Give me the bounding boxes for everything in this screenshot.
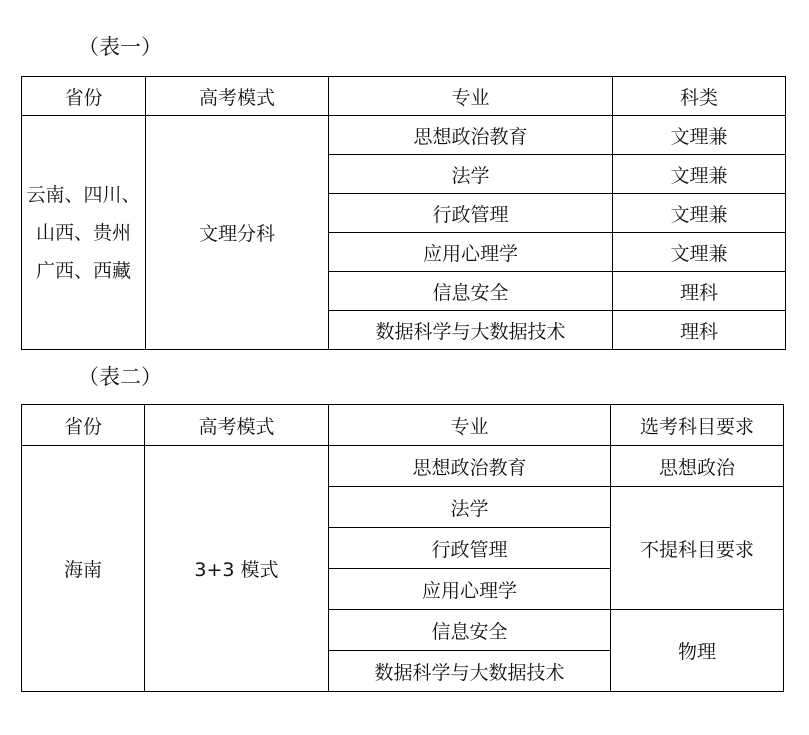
major-cell: 应用心理学 [329, 569, 611, 610]
major-cell: 思想政治教育 [329, 116, 613, 155]
table2 [21, 404, 784, 692]
table1-province-cell [22, 116, 146, 350]
table2-header-mode: 高考模式 [145, 405, 329, 446]
table1-header-province: 省份 [22, 77, 146, 116]
requirement-cell: 不提科目要求 [611, 487, 784, 610]
table1-header-category: 科类 [613, 77, 786, 116]
category-cell: 文理兼 [613, 233, 786, 272]
table1-header-major: 专业 [329, 77, 613, 116]
table2-mode-cell: 3+3 模式 [145, 446, 329, 692]
major-cell: 法学 [329, 487, 611, 528]
major-cell: 应用心理学 [329, 233, 613, 272]
table2-header-requirement: 选考科目要求 [611, 405, 784, 446]
major-cell: 数据科学与大数据技术 [329, 651, 611, 692]
table-row [22, 116, 786, 155]
table2-header-row [22, 405, 784, 446]
category-cell: 理科 [613, 272, 786, 311]
table1-header-row [22, 77, 786, 116]
major-cell: 信息安全 [329, 272, 613, 311]
table2-caption: （表二） [78, 365, 162, 389]
major-cell: 行政管理 [329, 194, 613, 233]
table1-header-mode: 高考模式 [146, 77, 329, 116]
table1-mode-cell: 文理分科 [146, 116, 329, 350]
major-cell: 思想政治教育 [329, 446, 611, 487]
province-line: 广西、西藏 [35, 259, 131, 282]
table2-province-cell: 海南 [22, 446, 145, 692]
table1 [21, 76, 786, 350]
major-cell: 信息安全 [329, 610, 611, 651]
category-cell: 文理兼 [613, 194, 786, 233]
table1-caption: （表一） [78, 35, 162, 59]
province-line: 云南、四川、 [26, 183, 141, 206]
category-cell: 文理兼 [613, 155, 786, 194]
requirement-cell: 思想政治 [611, 446, 784, 487]
province-line: 山西、贵州 [35, 221, 131, 244]
major-cell: 行政管理 [329, 528, 611, 569]
major-cell: 法学 [329, 155, 613, 194]
table2-header-major: 专业 [329, 405, 611, 446]
category-cell: 文理兼 [613, 116, 786, 155]
major-cell: 数据科学与大数据技术 [329, 311, 613, 350]
category-cell: 理科 [613, 311, 786, 350]
requirement-cell: 物理 [611, 610, 784, 692]
table-row [22, 446, 784, 487]
table2-header-province: 省份 [22, 405, 145, 446]
